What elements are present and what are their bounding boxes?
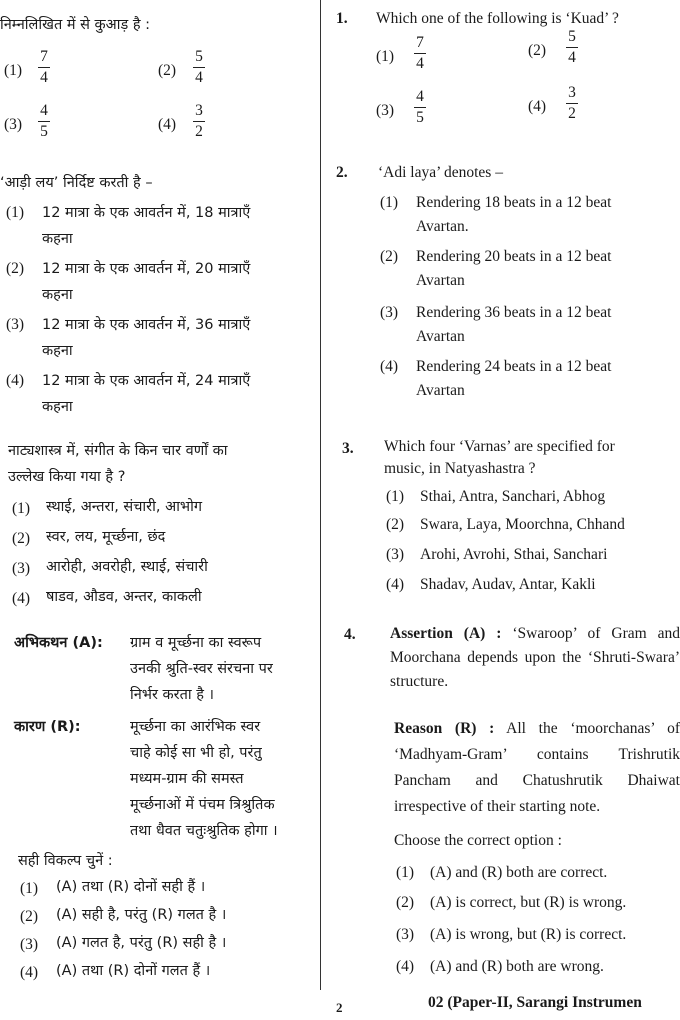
assertion-line: ग्राम व मूर्च्छना का स्वरूप <box>130 635 262 651</box>
denominator: 2 <box>568 105 576 122</box>
question-number: 1. <box>336 10 348 27</box>
option-label: (3) <box>380 304 399 321</box>
option-text: 12 मात्रा के एक आवर्तन में, 36 मात्राएँ <box>42 317 251 333</box>
option-label: (2) <box>396 894 415 911</box>
option-label: (4) <box>6 372 25 389</box>
paper-footer: 02 (Paper-II, Sarangi Instrumen <box>428 994 642 1011</box>
option-label: (1) <box>376 48 395 65</box>
question-number: 2. <box>336 164 348 181</box>
question-text: Which one of the following is ‘Kuad’ ? <box>376 10 619 27</box>
numerator: 7 <box>416 34 424 51</box>
option-text: Sthai, Antra, Sanchari, Abhog <box>420 488 606 505</box>
option-label: (3) <box>12 560 31 577</box>
option-label: (2) <box>12 530 31 547</box>
option-text: Avartan. <box>416 218 469 235</box>
numerator: 3 <box>568 84 576 101</box>
option-label: (3) <box>386 546 405 563</box>
assertion-block <box>390 622 680 694</box>
fraction <box>414 34 426 73</box>
reason-line: मध्यम-ग्राम की समस्त <box>130 771 244 787</box>
reason-text: All the ‘moorchanas’ of ‘Madhyam-Gram’ contains Trishrutik Pancham and Chatushrutik Dhaiwat irrespective of their starting note. <box>394 720 680 815</box>
denominator: 2 <box>195 123 203 140</box>
option-text: 12 मात्रा के एक आवर्तन में, 18 मात्राएँ <box>42 205 251 221</box>
option-text: स्वर, लय, मूर्च्छना, छंद <box>46 529 166 545</box>
numerator: 5 <box>568 28 576 45</box>
hindi-column <box>0 0 318 1020</box>
fraction <box>566 84 578 123</box>
question-text: निम्नलिखित में से कुआड़ है : <box>0 17 151 33</box>
option-label: (2) <box>158 62 177 79</box>
option-text: (A) तथा (R) दोनों गलत हैं । <box>56 963 211 979</box>
option-label: (1) <box>396 864 415 881</box>
question-text: ‘Adi laya’ denotes – <box>378 164 503 181</box>
option-label: (4) <box>396 958 415 975</box>
assertion-label: अभिकथन (A): <box>14 635 103 651</box>
option-label: (4) <box>380 358 399 375</box>
option-text: Shadav, Audav, Antar, Kakli <box>420 576 596 593</box>
choose-text: Choose the correct option : <box>394 832 562 849</box>
option-text: (A) and (R) both are wrong. <box>430 958 604 975</box>
fraction <box>193 102 205 141</box>
reason-line: तथा धैवत चतुःश्रुतिक होगा । <box>130 823 278 839</box>
option-label: (1) <box>20 880 39 897</box>
option-text: कहना <box>42 343 73 359</box>
option-text: Avartan <box>416 328 465 345</box>
option-text: कहना <box>42 287 73 303</box>
option-text: (A) सही है, परंतु (R) गलत है । <box>56 907 227 923</box>
option-text: स्थाई, अन्तरा, संचारी, आभोग <box>46 499 203 515</box>
option-label: (3) <box>20 936 39 953</box>
option-label: (4) <box>528 98 547 115</box>
fraction <box>414 88 426 127</box>
option-text: Avartan <box>416 272 465 289</box>
option-text: षाडव, औडव, अन्तर, काकली <box>46 589 202 605</box>
option-label: (3) <box>6 316 25 333</box>
reason-label: कारण (R): <box>14 719 81 735</box>
denominator: 4 <box>568 49 576 66</box>
question-text: नाट्यशास्त्र में, संगीत के किन चार वर्णों का <box>8 443 228 459</box>
option-label: (2) <box>528 42 547 59</box>
denominator: 4 <box>40 69 48 86</box>
option-label: (2) <box>386 516 405 533</box>
fraction <box>566 28 578 67</box>
option-text: (A) गलत है, परंतु (R) सही है । <box>56 935 227 951</box>
page-number: 2 <box>336 1000 343 1015</box>
option-text: आरोही, अवरोही, स्थाई, संचारी <box>46 559 208 575</box>
question-number: 3. <box>342 440 354 457</box>
option-label: (4) <box>12 590 31 607</box>
option-text: (A) तथा (R) दोनों सही हैं । <box>56 879 206 895</box>
denominator: 5 <box>40 123 48 140</box>
numerator: 3 <box>195 102 203 119</box>
option-text: (A) is wrong, but (R) is correct. <box>430 926 627 943</box>
question-text: Which four ‘Varnas’ are specified for <box>384 438 615 455</box>
option-label: (3) <box>4 116 23 133</box>
fraction <box>193 48 205 87</box>
numerator: 5 <box>195 48 203 65</box>
assertion-line: उनकी श्रुति-स्वर संरचना पर <box>130 661 273 677</box>
option-label: (2) <box>380 248 399 265</box>
fraction <box>38 102 50 141</box>
option-text: Rendering 18 beats in a 12 beat <box>416 194 612 211</box>
english-column <box>322 0 680 1020</box>
question-text: ‘आड़ी लय’ निर्दिष्ट करती है – <box>0 175 153 191</box>
numerator: 7 <box>40 48 48 65</box>
option-text: 12 मात्रा के एक आवर्तन में, 20 मात्राएँ <box>42 261 251 277</box>
option-label: (4) <box>386 576 405 593</box>
option-text: कहना <box>42 231 73 247</box>
reason-line: चाहे कोई सा भी हो, परंतु <box>130 745 262 761</box>
option-text: Rendering 24 beats in a 12 beat <box>416 358 612 375</box>
option-label: (2) <box>20 908 39 925</box>
denominator: 5 <box>416 109 424 126</box>
denominator: 4 <box>195 69 203 86</box>
option-label: (2) <box>6 260 25 277</box>
option-label: (1) <box>6 204 25 221</box>
question-text: music, in Natyashastra ? <box>384 460 536 477</box>
option-label: (4) <box>20 964 39 981</box>
option-label: (1) <box>4 62 23 79</box>
reason-line: मूर्च्छना का आरंभिक स्वर <box>130 719 261 735</box>
option-text: Swara, Laya, Moorchna, Chhand <box>420 516 625 533</box>
option-label: (3) <box>376 102 395 119</box>
option-text: Rendering 20 beats in a 12 beat <box>416 248 612 265</box>
option-text: Rendering 36 beats in a 12 beat <box>416 304 612 321</box>
numerator: 4 <box>40 102 48 119</box>
option-label: (1) <box>380 194 399 211</box>
option-label: (1) <box>12 500 31 517</box>
question-text: उल्लेख किया गया है ? <box>8 469 126 485</box>
assertion-text: ‘Swaroop’ of Gram and Moorchana depends upon the ‘Shruti-Swara’ structure. <box>390 625 680 690</box>
denominator: 4 <box>416 55 424 72</box>
option-text: Arohi, Avrohi, Sthai, Sanchari <box>420 546 608 563</box>
option-label: (3) <box>396 926 415 943</box>
option-text: कहना <box>42 399 73 415</box>
choose-text: सही विकल्प चुनें : <box>18 853 113 869</box>
option-label: (1) <box>386 488 405 505</box>
column-divider <box>320 0 321 990</box>
reason-block <box>394 716 680 820</box>
option-text: 12 मात्रा के एक आवर्तन में, 24 मात्राएँ <box>42 373 251 389</box>
question-number: 4. <box>344 626 356 643</box>
option-text: (A) is correct, but (R) is wrong. <box>430 894 627 911</box>
option-text: (A) and (R) both are correct. <box>430 864 608 881</box>
numerator: 4 <box>416 88 424 105</box>
reason-label: Reason (R) : <box>394 720 495 737</box>
assertion-line: निर्भर करता है । <box>130 687 215 703</box>
option-label: (4) <box>158 116 177 133</box>
assertion-label: Assertion (A) : <box>390 625 502 642</box>
reason-line: मूर्च्छनाओं में पंचम त्रिश्रुतिक <box>130 797 275 813</box>
option-text: Avartan <box>416 382 465 399</box>
fraction <box>38 48 50 87</box>
